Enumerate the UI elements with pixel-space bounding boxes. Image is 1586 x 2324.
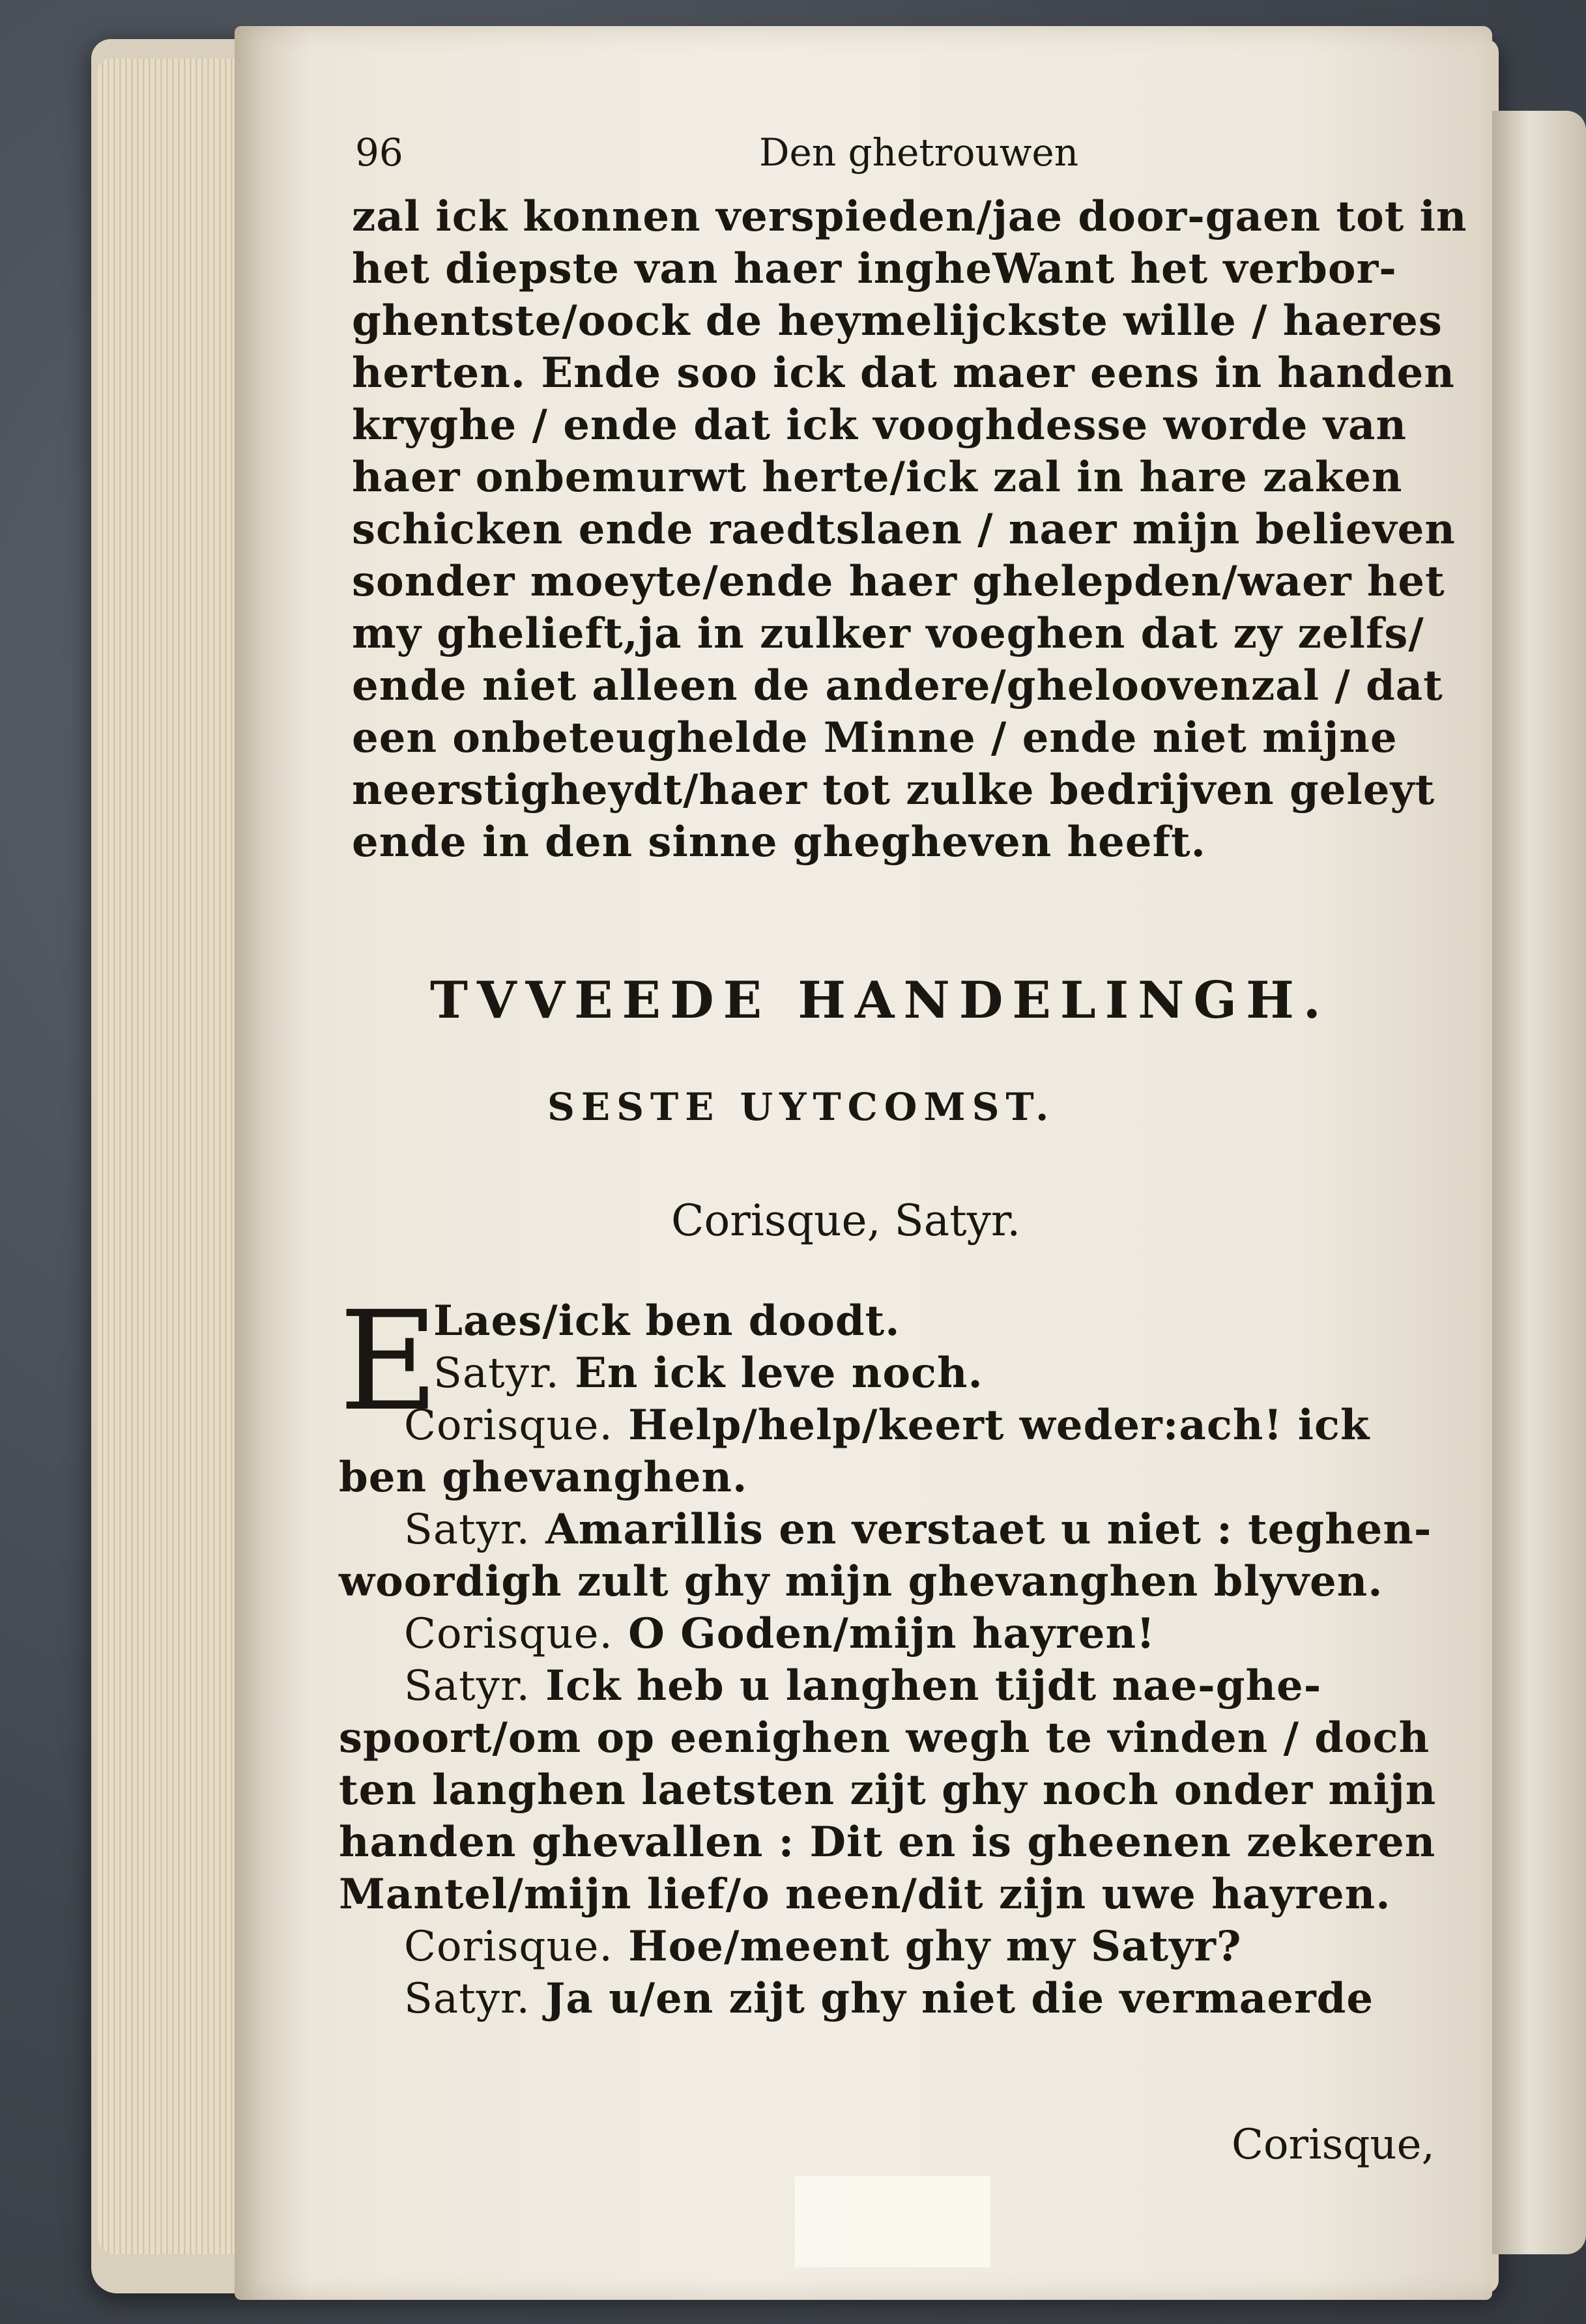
dialogue-line (433, 1349, 983, 1398)
body-line: kryghe / ende dat ick vooghdesse worde van (352, 401, 1407, 450)
speech-text: Hoe/meent ghy my Satyr? (628, 1922, 1242, 1971)
running-title: Den ghetrouwen (759, 130, 1079, 175)
body-line: haer onbemurwt herte/ick zal in hare zaken (352, 453, 1403, 502)
body-line: het diepste van haer ingheWant het verbor- (352, 244, 1397, 293)
page-edges (98, 59, 248, 2254)
speech-text: Ja u/en zijt ghy niet die vermaerde (545, 1974, 1374, 2023)
dialogue-line: Laes/ick ben doodt. (433, 1297, 901, 1345)
speaker-label: Satyr. (433, 1349, 560, 1398)
dialogue-line (404, 1661, 1321, 1710)
body-line: schicken ende raedtslaen / naer mijn believen (352, 505, 1456, 554)
speech-text: Amarillis en verstaet u niet : teghen- (545, 1505, 1432, 1554)
dialogue-line: woordigh zult ghy mijn ghevanghen blyven. (339, 1557, 1383, 1606)
speaker-label: Corisque. (404, 1923, 613, 1971)
speaker-label: Satyr. (404, 1662, 530, 1710)
body-line: ende in den sinne ghegheven heeft. (352, 818, 1206, 867)
body-line: ende niet alleen de andere/gheloovenzal / dat (352, 661, 1443, 710)
page-number: 96 (355, 130, 403, 175)
speaker-label: Corisque. (404, 1401, 613, 1450)
scene-heading: SESTE UYTCOMST. (547, 1085, 1056, 1129)
body-line: herten. Ende soo ick dat maer eens in handen (352, 349, 1455, 397)
dialogue-line: ten langhen laetsten zijt ghy noch onder mijn (339, 1766, 1437, 1815)
body-line: neerstigheydt/haer tot zulke bedrijven geleyt (352, 766, 1435, 814)
dialogue-line (404, 1401, 1370, 1450)
dialogue-line: handen ghevallen : Dit en is gheenen zekeren (339, 1818, 1436, 1867)
speaker-label: Satyr. (404, 1975, 530, 2023)
cast-list: Corisque, Satyr. (671, 1196, 1021, 1246)
catchword: Corisque, (1232, 2121, 1435, 2169)
speech-text: En ick leve noch. (575, 1349, 983, 1398)
body-line: een onbeteughelde Minne / ende niet mijne (352, 713, 1398, 762)
dialogue-line (404, 1922, 1241, 1971)
act-heading: TVVEEDE HANDELINGH. (430, 971, 1330, 1030)
speaker-label: Satyr. (404, 1506, 530, 1554)
speaker-label: Corisque. (404, 1610, 613, 1658)
body-line: ghentste/oock de heymelijckste wille / haeres (352, 296, 1443, 345)
facing-page-edge (1492, 111, 1586, 2254)
speech-text: O Goden/mijn hayren! (628, 1609, 1156, 1658)
dialogue-line (404, 1505, 1432, 1554)
dialogue-line (404, 1609, 1155, 1658)
dialogue-line (404, 1974, 1374, 2023)
dialogue-line: spoort/om op eenighen wegh te vinden / doch (339, 1714, 1430, 1762)
library-label (795, 2176, 990, 2267)
body-line: sonder moeyte/ende haer ghelepden/waer het (352, 557, 1445, 606)
body-line: zal ick konnen verspieden/jae door-gaen tot in (352, 192, 1467, 241)
dialogue-line: Mantel/mijn lief/o neen/dit zijn uwe hayren. (339, 1870, 1391, 1919)
dialogue-line: ben ghevanghen. (339, 1453, 748, 1502)
speech-text: Ick heb u langhen tijdt nae-ghe- (545, 1661, 1322, 1710)
body-line: my ghelieft,ja in zulker voeghen dat zy zelfs/ (352, 609, 1424, 658)
speech-text: Help/help/keert weder:ach! ick (628, 1401, 1370, 1450)
drop-cap: E (339, 1282, 439, 1441)
